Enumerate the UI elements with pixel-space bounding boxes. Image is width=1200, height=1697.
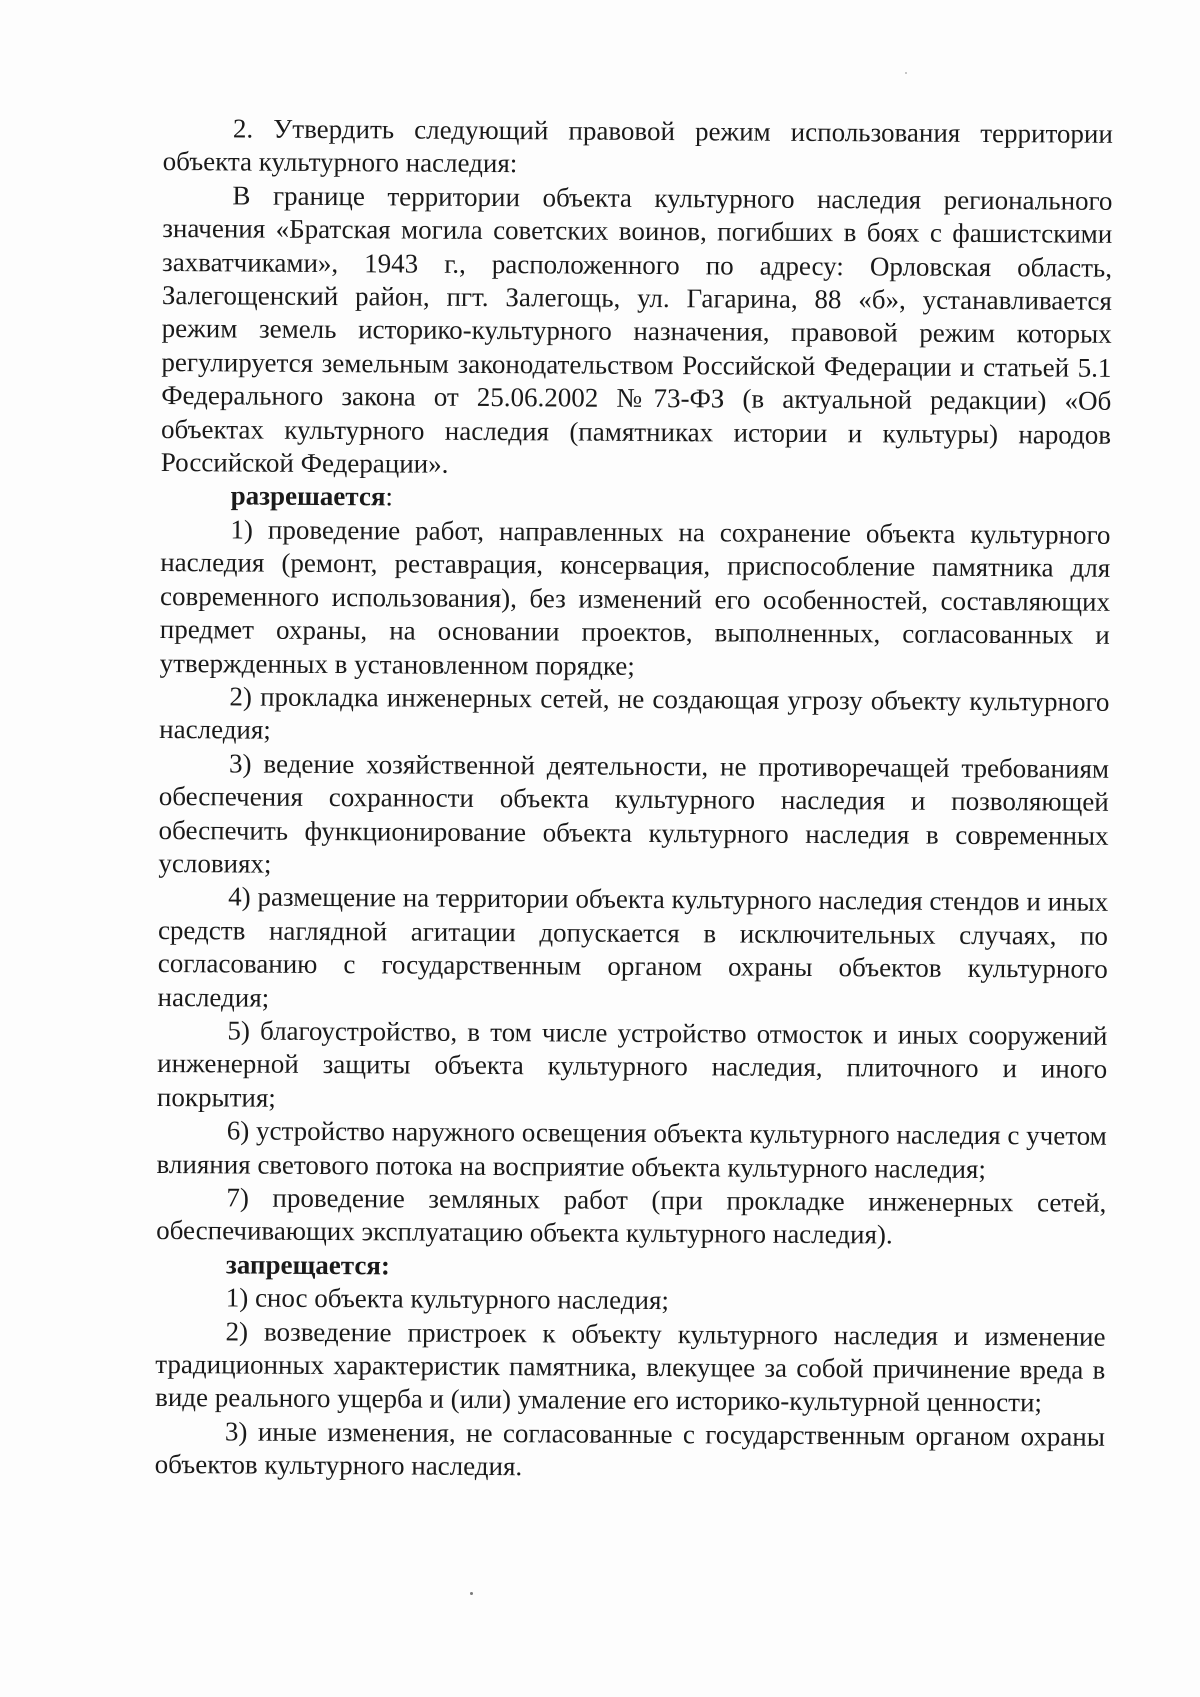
allowed-item-2: 2) прокладка инженерных сетей, не создающая угрозу объекту культурного наследия; xyxy=(159,681,1110,745)
allowed-item-4: 4) размещение на территории объекта культурного наследия стендов и иных средств наглядной агитации допускается в исключительных случаях, по согласованию с государственным органом охраны объектов культурного наследия; xyxy=(157,881,1109,1013)
prohibited-item-3: 3) иные изменения, не согласованные с государственным органом охраны объектов культурного наследия. xyxy=(154,1416,1106,1482)
allowed-heading xyxy=(161,479,1111,518)
allowed-heading-colon: : xyxy=(385,481,394,512)
scan-speck xyxy=(470,1592,473,1595)
allowed-heading-word: разрешается xyxy=(230,480,386,512)
prohibited-item-2: 2) возведение пристроек к объекту культурного наследия и изменение традиционных характеристик памятника, влекущее за собой причинение вреда в виде реального ущерба и (или) умаление его историко-культурной ценности; xyxy=(155,1316,1106,1418)
allowed-item-6: 6) устройство наружного освещения объекта культурного наследия с учетом влияния светового потока на восприятие объекта культурного наследия; xyxy=(156,1115,1107,1184)
allowed-item-5: 5) благоустройство, в том числе устройство отмосток и иных сооружений инженерной защиты объекта культурного наследия, плиточного и иного покрытия; xyxy=(156,1015,1108,1113)
prohibited-item-1: 1) снос объекта культурного наследия; xyxy=(225,1282,670,1316)
prohibited-heading: запрещается: xyxy=(225,1249,391,1281)
scan-speck xyxy=(905,72,907,74)
allowed-item-7: 7) проведение земляных работ (при прокладке инженерных сетей, обеспечивающих эксплуатацию объекта культурного наследия). xyxy=(156,1182,1107,1250)
allowed-item-3: 3) ведение хозяйственной деятельности, не противоречащей требованиям обеспечения сохранности объекта культурного наследия и позволяющей обеспечить функционирование объекта культурного наследия в современных условиях; xyxy=(158,748,1110,879)
allowed-item-1: 1) проведение работ, направленных на сохранение объекта культурного наследия (ремонт, реставрация, консервация, приспособление памятника для современного использования), без изменений его особенностей, составляющих предмет охраны, на основании проектов, выполненных, согласованных и утвержденных в установленном порядке; xyxy=(159,514,1111,681)
regime-paragraph: В границе территории объекта культурного наследия регионального значения «Братская могила советских воинов, погибших в боях с фашистскими захватчиками», 1943 г., расположенного по адресу: Орловская область, Залегощенский район, пгт. Залегощь, ул. Гагарина, 88 «б», устанавливается режим земель историко-культурного назначения, правовой режим которых регулируется земельным законодательством Российской Федерации и статьей 5.1 Федерального закона от 25.06.2002 №73-ФЗ (в актуальной редакции) «Об объектах культурного наследия (памятниках истории и культуры) народов Российской Федерации». xyxy=(160,180,1113,479)
intro-paragraph: 2. Утвердить следующий правовой режим использования территории объекта культурного наследия: xyxy=(162,113,1113,179)
document-body xyxy=(155,112,1113,1487)
